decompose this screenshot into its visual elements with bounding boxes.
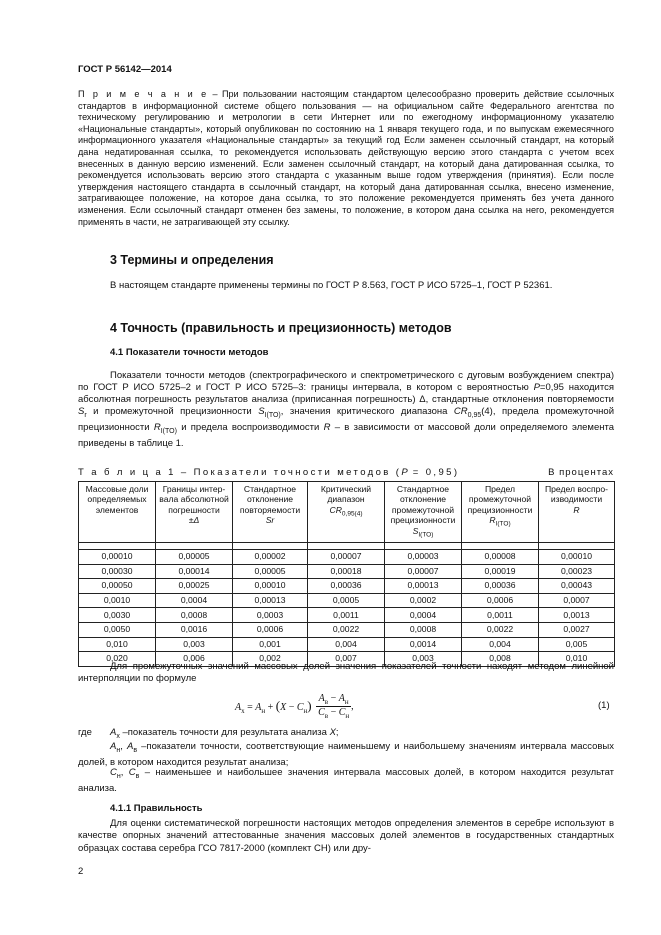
formula-symbol: X bbox=[280, 702, 287, 713]
symbol-s: S bbox=[258, 406, 265, 418]
symbol-sub: н bbox=[116, 772, 121, 780]
table-cell: 0,010 bbox=[79, 637, 156, 652]
table-cell: 0,003 bbox=[385, 652, 462, 667]
table-cell: 0,0003 bbox=[233, 608, 308, 623]
symbol-sub: в bbox=[135, 772, 140, 780]
formula-sub: н bbox=[345, 712, 350, 720]
formula-sub: н bbox=[303, 707, 308, 715]
table-cell: 0,004 bbox=[462, 637, 539, 652]
para-text: Показатели точности методов (спектрографического и спектрометрического с дуговым возбуждением спектра) по ГОСТ Р ИСО 5725–2 и ГОСТ Р ИСО 5725–3: границы интервала, в котором с вероятностью bbox=[78, 370, 614, 394]
symbol-sub: I(TO) bbox=[160, 428, 177, 436]
table-cell: 0,0013 bbox=[539, 608, 615, 623]
table-cell: 0,0016 bbox=[156, 622, 233, 637]
header-symbol-sub: 0,95(4) bbox=[341, 510, 363, 518]
table-cell: 0,001 bbox=[233, 637, 308, 652]
table-spacer-cell bbox=[385, 543, 462, 550]
table-spacer-cell bbox=[156, 543, 233, 550]
where-text: –показатель точности для результата анализа bbox=[119, 727, 330, 738]
table-cell: 0,00007 bbox=[385, 564, 462, 579]
table-spacer-cell bbox=[308, 543, 385, 550]
symbol-sub: 0,95 bbox=[467, 412, 482, 420]
formula-number: (1) bbox=[598, 700, 610, 711]
header-label: Предел промежуточной прецизионности bbox=[467, 484, 533, 515]
table-header-cell bbox=[462, 482, 539, 543]
note-paragraph bbox=[78, 89, 614, 228]
symbol-s: S bbox=[78, 406, 85, 418]
table-cell: 0,0011 bbox=[308, 608, 385, 623]
para-text: и промежуточной прецизионности bbox=[86, 406, 259, 418]
table-cell: 0,0004 bbox=[385, 608, 462, 623]
subsection-4-1-title: 4.1 Показатели точности методов bbox=[110, 347, 269, 358]
header-label: Критический диапазон bbox=[320, 484, 372, 505]
table-cell: 0,00025 bbox=[156, 579, 233, 594]
header-label: Предел воспро-изводимости bbox=[544, 484, 609, 505]
table-cell: 0,0008 bbox=[156, 608, 233, 623]
table-cell: 0,0030 bbox=[79, 608, 156, 623]
table-row bbox=[79, 579, 615, 594]
table-spacer-row bbox=[79, 543, 615, 550]
section-4-1-paragraph bbox=[78, 370, 614, 450]
table-cell: 0,005 bbox=[539, 637, 615, 652]
section-4-title: 4 Точность (правильность и прецизионность) методов bbox=[110, 321, 452, 335]
table-cell: 0,00013 bbox=[385, 579, 462, 594]
table-cell: 0,0005 bbox=[308, 593, 385, 608]
symbol-sub: н bbox=[116, 746, 121, 754]
table-cell: 0,0027 bbox=[539, 622, 615, 637]
symbol-r: R bbox=[153, 422, 161, 434]
table-row bbox=[79, 550, 615, 565]
note-label: П р и м е ч а н и е bbox=[78, 89, 209, 99]
subsection-4-1-1-text: Для оценки систематической погрешности настоящих методов определения элементов в серебре используют в качестве опорных значений аттестованные значения массовых долей элементов в государственных стандартных образцах состава серебра ГСО 7817-2000 (комплект СН) или дру- bbox=[78, 818, 614, 854]
table-cell: 0,00010 bbox=[233, 579, 308, 594]
table-header-cell bbox=[156, 482, 233, 543]
table-header-cell bbox=[233, 482, 308, 543]
interpolation-text: Для промежуточных значений массовых долей значения показателей точности находят методом линейной интерполяции по формуле bbox=[78, 661, 614, 685]
symbol-x: X bbox=[329, 727, 336, 738]
table-header-cell bbox=[308, 482, 385, 543]
table-cell: 0,0004 bbox=[156, 593, 233, 608]
table-cell: 0,00010 bbox=[79, 550, 156, 565]
table-cell: 0,00010 bbox=[539, 550, 615, 565]
symbol-delta: Δ bbox=[419, 394, 426, 406]
table-header-cell bbox=[79, 482, 156, 543]
page-number: 2 bbox=[78, 866, 84, 877]
table-cell: 0,00008 bbox=[462, 550, 539, 565]
table-cell: 0,004 bbox=[308, 637, 385, 652]
header-label: Стандартное отклонение повторяемости bbox=[239, 484, 301, 515]
header-label: Массовые доли определяемых элементов bbox=[85, 484, 149, 515]
formula-symbol: A bbox=[235, 702, 242, 713]
table-cell: 0,00005 bbox=[233, 564, 308, 579]
table-cell: 0,010 bbox=[539, 652, 615, 667]
standard-code-header: ГОСТ Р 56142—2014 bbox=[78, 64, 172, 75]
formula-sub: н bbox=[261, 707, 266, 715]
section-3-text: В настоящем стандарте применены термины по ГОСТ Р 8.563, ГОСТ Р ИСО 5725–1, ГОСТ Р 52361. bbox=[110, 280, 553, 291]
table-1 bbox=[78, 481, 615, 667]
symbol-p: P bbox=[533, 382, 540, 394]
table-cell: 0,0006 bbox=[233, 622, 308, 637]
table-header-cell bbox=[539, 482, 615, 543]
section-3-title: 3 Термины и определения bbox=[110, 253, 274, 267]
table-cell: 0,00043 bbox=[539, 579, 615, 594]
symbol-c: C bbox=[128, 767, 136, 778]
header-symbol: R bbox=[489, 515, 496, 526]
table-cell: 0,0006 bbox=[462, 593, 539, 608]
table-cell: 0,00007 bbox=[308, 550, 385, 565]
table-row bbox=[79, 622, 615, 637]
table-caption-end: = 0,95) bbox=[407, 467, 460, 478]
table-cell: 0,00005 bbox=[156, 550, 233, 565]
table-cell: 0,00036 bbox=[308, 579, 385, 594]
formula-symbol: A bbox=[255, 702, 262, 713]
formula-symbol: C bbox=[296, 702, 304, 713]
table-cell: 0,020 bbox=[79, 652, 156, 667]
formula-op: = bbox=[244, 702, 256, 713]
table-cell: 0,0022 bbox=[308, 622, 385, 637]
table-spacer-cell bbox=[79, 543, 156, 550]
para-text: (4), предела промежуточной прецизионности bbox=[78, 406, 614, 434]
symbol-cr: CR bbox=[453, 406, 468, 418]
where-label: где bbox=[78, 727, 92, 738]
table-cell: 0,0014 bbox=[385, 637, 462, 652]
formula-symbol: C bbox=[318, 707, 325, 718]
formula-sub: x bbox=[241, 707, 245, 715]
symbol-r: R bbox=[323, 422, 331, 434]
where-text: – наименьшее и наибольшее значения интервала массовых долей, в котором находится результат анализа. bbox=[78, 767, 615, 795]
para-text: =0,95 находится абсолютная погрешность результатов анализа (приписанная погрешность) bbox=[78, 382, 614, 406]
table-header-cell bbox=[385, 482, 462, 543]
where-item-3 bbox=[78, 767, 614, 795]
header-symbol: Sr bbox=[265, 515, 275, 526]
formula-symbol: A bbox=[318, 693, 325, 704]
header-label: Границы интер-вала абсолютной погрешности bbox=[159, 484, 229, 515]
symbol-a: A bbox=[126, 741, 134, 752]
table-cell: 0,008 bbox=[462, 652, 539, 667]
formula-symbol: A bbox=[338, 693, 345, 704]
header-symbol: CR bbox=[329, 504, 342, 515]
symbol-p: P bbox=[401, 467, 408, 478]
para-text: и предела воспроизводимости bbox=[176, 422, 324, 434]
table-cell: 0,0008 bbox=[385, 622, 462, 637]
table-cell: 0,00013 bbox=[233, 593, 308, 608]
where-text: , bbox=[120, 741, 127, 752]
header-symbol: ±Δ bbox=[188, 515, 200, 526]
header-label: Стандартное отклонение промежуточной прецизионности bbox=[390, 484, 456, 526]
table-cell: 0,0007 bbox=[539, 593, 615, 608]
table-cell: 0,0050 bbox=[79, 622, 156, 637]
table-cell: 0,003 bbox=[156, 637, 233, 652]
table-cell: 0,00002 bbox=[233, 550, 308, 565]
symbol-a: A bbox=[110, 727, 117, 738]
table-row bbox=[79, 608, 615, 623]
formula-comma: , bbox=[351, 701, 354, 712]
formula-sub: в bbox=[324, 698, 329, 706]
table-cell: 0,0022 bbox=[462, 622, 539, 637]
formula-op: + bbox=[265, 702, 276, 713]
symbol-a: A bbox=[110, 741, 117, 752]
para-text: , значения критического диапазона bbox=[280, 406, 454, 418]
formula-op: − bbox=[328, 693, 339, 704]
formula-op: − bbox=[286, 702, 297, 713]
table-cell: 0,0011 bbox=[462, 608, 539, 623]
table-1-caption bbox=[78, 467, 614, 478]
symbol-c: C bbox=[110, 767, 117, 778]
table-cell: 0,00036 bbox=[462, 579, 539, 594]
where-item-2 bbox=[78, 741, 614, 769]
table-cell: 0,00014 bbox=[156, 564, 233, 579]
formula-sub: в bbox=[324, 712, 329, 720]
symbol-sub: x bbox=[116, 732, 120, 740]
header-symbol-sub: I(TO) bbox=[495, 520, 511, 528]
where-text: , bbox=[120, 767, 129, 778]
note-text: – При пользовании настоящим стандартом целесообразно проверить действие ссылочных стандартов в информационной системе общего пользования — на официальном сайте Федерального агентства по техническому регулированию и метрологии в сети Интернет или по ежегодному информационному указателю «Национальные стандарты», который опубликован по состоянию на 1 января текущего года, и по выпускам ежемесячного информационного указателя «Национальные стандарты» за текущий год Если заменен ссылочный стандарт, на который дана недатированная ссылка, то рекомендуется использовать действующую версию этого стандарта с учетом всех внесенных в данную версию изменений. Если заменен ссылочный стандарт, на который дана датированная ссылка, то рекомендуется использовать версию этого стандарта с указанным выше годом утверждения (принятия). Если после утверждения настоящего стандарта в ссылочный стандарт, на который дана датированная ссылка, внесено изменение, затрагивающее положение, на которое дана ссылка, то это положение рекомендуется применять без учета данного изменения. Если ссылочный стандарт отменен без замены, то положение, в котором дана ссылка на него, рекомендуется применять в части, не затрагивающей эту ссылку. bbox=[78, 89, 614, 227]
symbol-sub: в bbox=[133, 746, 138, 754]
table-units: В процентах bbox=[548, 467, 614, 478]
where-text: –показатели точности, соответствующие наименьшему и наибольшему значениям интервала массовых долей, в котором находится результат анализа; bbox=[78, 741, 614, 769]
symbol-sub: I(TO) bbox=[264, 412, 281, 420]
table-cell: 0,007 bbox=[308, 652, 385, 667]
table-cell: 0,00050 bbox=[79, 579, 156, 594]
table-cell: 0,006 bbox=[156, 652, 233, 667]
formula-paren: ) bbox=[307, 698, 312, 713]
formula-paren: ( bbox=[275, 698, 281, 713]
subsection-4-1-1-title: 4.1.1 Правильность bbox=[110, 803, 203, 814]
table-caption-text: Т а б л и ц а 1 – Показатели точности методов ( bbox=[78, 467, 402, 478]
table-row bbox=[79, 564, 615, 579]
header-symbol: R bbox=[573, 504, 580, 515]
table-spacer-cell bbox=[462, 543, 539, 550]
table-spacer-cell bbox=[233, 543, 308, 550]
table-cell: 0,00003 bbox=[385, 550, 462, 565]
table-cell: 0,00019 bbox=[462, 564, 539, 579]
symbol-sub: r bbox=[84, 412, 87, 420]
table-cell: 0,00018 bbox=[308, 564, 385, 579]
table-row bbox=[79, 593, 615, 608]
formula-op: − bbox=[328, 707, 339, 718]
header-symbol-sub: I(TO) bbox=[418, 531, 434, 539]
formula-fraction bbox=[316, 693, 351, 720]
header-symbol: S bbox=[412, 525, 419, 536]
para-text: – в зависимости от массовой доли определяемого элемента приведены в таблице 1. bbox=[78, 422, 615, 450]
formula-sub: н bbox=[344, 698, 349, 706]
table-spacer-cell bbox=[539, 543, 615, 550]
table-cell: 0,0002 bbox=[385, 593, 462, 608]
table-cell: 0,0010 bbox=[79, 593, 156, 608]
table-cell: 0,00030 bbox=[79, 564, 156, 579]
formula-symbol: C bbox=[338, 707, 346, 718]
table-header-row bbox=[79, 482, 615, 543]
table-cell: 0,00023 bbox=[539, 564, 615, 579]
where-text: ; bbox=[335, 727, 339, 738]
table-row bbox=[79, 637, 615, 652]
para-text: , стандартные отклонения повторяемости bbox=[425, 394, 614, 406]
interpolation-formula bbox=[235, 693, 354, 720]
table-cell: 0,002 bbox=[233, 652, 308, 667]
